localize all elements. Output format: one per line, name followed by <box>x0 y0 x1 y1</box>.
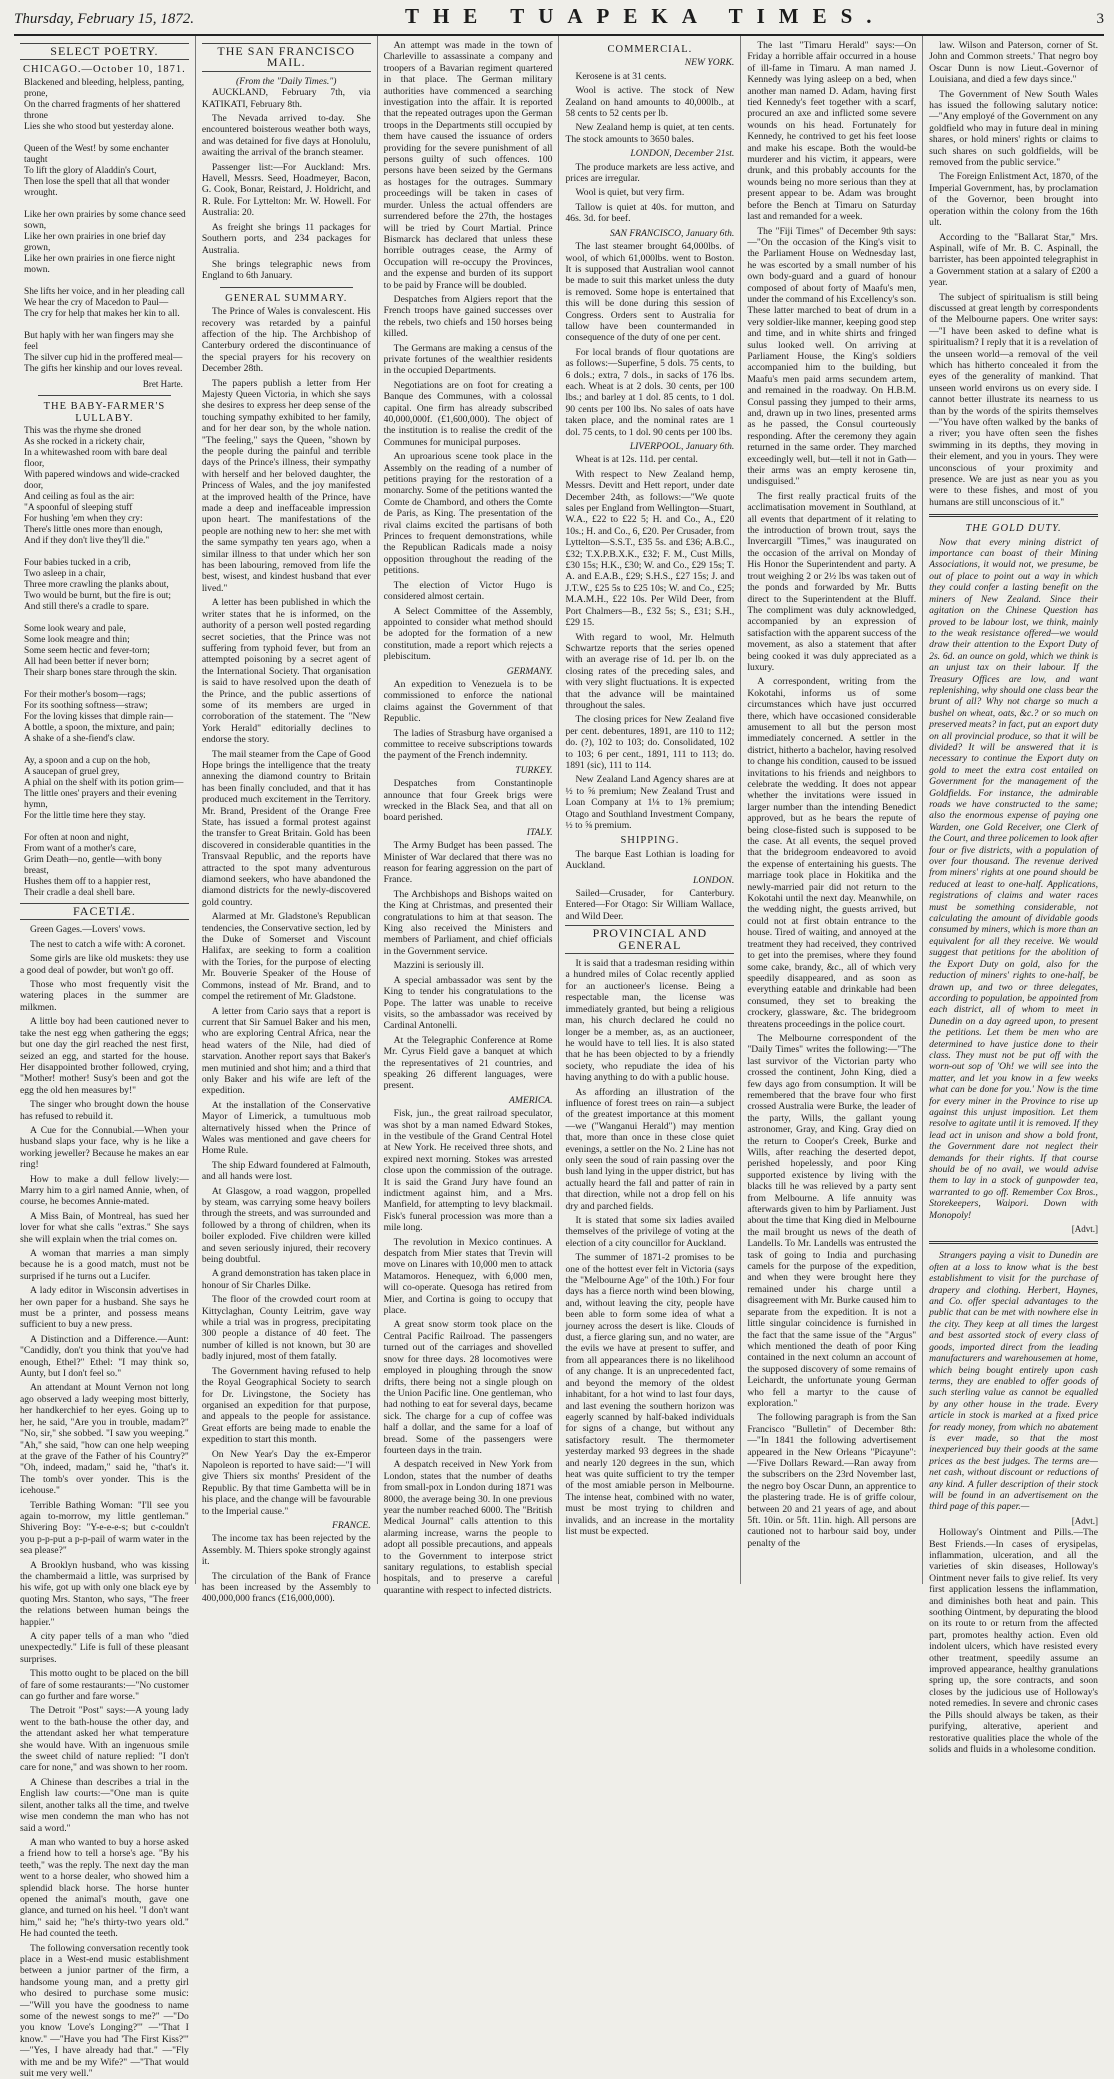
gold-duty-body <box>929 537 1098 1221</box>
paragraph: Negotiations are on foot for creating a Banque des Communes, with a colossal capital. One firm has already subscribed 40,000,000f. (£1,600,000). The object of the institution is to realise the credit of the Communes for municipal purposes. <box>383 379 553 448</box>
paragraph: A man who wanted to buy a horse asked a friend how to tell a horse's age. "By his teeth," was the reply. The next day the man went to a horse dealer, who showed him a splendid black horse. The horse hunter opened the animal's mouth, gave one glance, and turned on his heel. "I don't want him," said he; "he's thirty-two years old." He had counted the teeth. <box>20 1836 189 1940</box>
paragraph: An attendant at Mount Vernon not long ago observed a lady weeping most bitterly, her handkerchief to her eyes. Going up to her, he said, "Are you in trouble, madam?" "No, sir," she sobbed. "I saw you weeping." "Ah," she said, "how can one help weeping at the grave of the Father of his Country?" "Oh, indeed, madam," said he, "that's it. The tomb's over yonder. This is the icehouse." <box>20 1382 189 1497</box>
provincial-heading: PROVINCIAL AND GENERAL <box>565 925 734 954</box>
new-york-dateline: NEW YORK. <box>684 57 735 69</box>
paragraph: The Government of New South Wales has issued the following salutary notice:—"Any employé of the Government on any goldfield who may in future deal in mining shares, or hold miners' rights or claims to such shares on such goldfields, will be removed from the public service." <box>929 88 1098 169</box>
poem-title: THE BABY-FARMER'S LULLABY. <box>43 401 166 424</box>
page-number: 3 <box>1096 11 1104 27</box>
paragraph: A city paper tells of a man who "died unexpectedly." Life is full of these pleasant surprises. <box>20 1631 189 1665</box>
source-note: (From the "Daily Times.") <box>236 75 337 87</box>
paragraph: According to the "Ballarat Star," Mrs. Aspinall, wife of Mr. B. C. Aspinall, the barrister, has been appointed telegraphist in a Government station at a salary of £200 a year. <box>929 231 1098 289</box>
facetiae-heading: FACETIÆ. <box>20 903 189 920</box>
paragraph: The papers publish a letter from Her Majesty Queen Victoria, in which she says she desires to express her deep sense of the touching sympathy exhibited to her family, and for her dear son, by the whole nation. "The feeling," says the Queen, "shown by the people during the painful and terrible days of the Prince's illness, their sympathy with herself and her beloved daughter, the Princess of Wales, and the joy manifested at the improved health of the Prince, have made a deep and ineffaceable impression upon heart. The manifestations of the people are nothing new to her: she met with the same sympathy ten years ago, when a similar illness to that under which her son has been labouring, removed from life the best, wisest, and kindest husband that ever lived." <box>201 377 371 594</box>
strangers-advert: Strangers paying a visit to Dunedin are often at a loss to know what is the best establishment to visit for the purchase of drapery and clothing. Herbert, Haynes, and Co. offer special advantages to the public that can be met with nowhere else in the city. They keep at all times the largest and best assorted stock of every class of goods, imported direct from the leading manufacturers and warehousemen at home, which being bought entirely upon cash terms, they are enabled to offer goods of such sterling value as cannot be equalled by any other house in the trade. Every article in stock is marked at a fixed price for ready money, from which no abatement is ever made, so that the most inexperienced buy their goods at the same prices as the best judges. The terms are—net cash, without discount or reductions of any kind. A fuller description of their stock will be found in an advertisement on the third page of this paper.— <box>929 1250 1098 1513</box>
column-4 <box>559 36 741 1584</box>
paragraph: This motto ought to be placed on the bill of fare of some restaurants:—"No customer can go further and fare worse." <box>20 1668 189 1703</box>
paragraph: The Detroit "Post" says:—A young lady went to the bath-house the other day, and the attendant asked her what temperature she would have. With an ingenuous smile the sweet child of nature replied: "I don't care for none," and was shown to her room. <box>20 1705 189 1774</box>
divider <box>929 514 1098 517</box>
poem-author: Bret Harte. <box>142 378 183 389</box>
holloway-advert: Holloway's Ointment and Pills.—The Best Friends.—In cases of erysipelas, inflammation, ulceration, and all the varieties of skin diseases, Holloway's Ointment never fails to give relief. Its very first application lessens the inflammation, and diminishes both heat and pain. This soothing Ointment, by depurating the blood on its route to or return from the affected part, promotes healthy action. Even old indolent ulcers, which have resisted every other treatment, speedily assume an improved appearance, healthy granulations spring up, the sore contracts, and soon closes by the judicious use of Holloway's noted remedies. In severe and chronic cases the Pills should always be taken, as their purifying, alterative, aperient and restorative qualities place the whole of the solids and fluids in a wholesome condition. <box>929 1527 1098 1755</box>
paragraph: The summer of 1871-2 promises to be one of the hottest ever felt in Victoria (says the "Melbourne Age" of the 10th.) For four days has a fierce north wind been blowing, and, without leaving the city, people have been able to form some idea of what a journey across the desert is like. Clouds of dust, a fierce glaring sun, and no water, are the evils we have at present to suffer, and from all appearances there is no likelihood of any change. It is an unprecedented fact, and beyond the memory of the oldest inhabitant, for a hot wind to last four days, and last evening the southern horizon was eagerly scanned by half-baked individuals for signs of a change, but without any satisfactory result. The thermometer yesterday marked 93 degrees in the shade and nearly 120 degrees in the sun, which heat was quite sufficient to try the temper of the most amiable person in Melbourne. The intense heat, combined with no water, must be most trying to children and invalids, and an increase in the mortality list must be expected. <box>565 1252 735 1537</box>
advt-marker: [Advt.] <box>1071 1515 1098 1526</box>
paragraph: law. Wilson and Paterson, corner of St. John and Common streets.' That negro boy Oscar Dunn is now Lieut.-Governor of Louisiana, and died a few days since." <box>929 40 1098 86</box>
column-3 <box>378 36 560 1596</box>
divider <box>929 1241 1098 1244</box>
paragraph: New Zealand hemp is quiet, at ten cents. The stock amounts to 3650 bales. <box>565 122 735 145</box>
paragraph: Terrible Bathing Woman: "I'll see you again to-morrow, my little gentleman." Shivering Boy: "Y-e-e-e-s; but c-couldn't you p-p-put a p-p-pail of warm water in the sea please?" <box>20 1499 189 1557</box>
paragraph: With respect to New Zealand hemp, Messrs. Devitt and Hett report, under date December 24th, as follows:—"We quote sales per England from Wellington—Stuart, W.A., £22 to £22 5; H. and Co., A., £20 10s.; H. and Co., 6, £20. Per Crusader, from Lyttelton—S.S.T., £35 5s. and £36; A.B.C., £32; T.X.P.B.X.K., £32; F. M., Cust Mills, £30 15s; H.K., £30; W. and Co., £29 15s; T. A. and E.A.B., £29; S.H.S., £27 15s; J. and J.T.W., £25 5s to £25 10s; W. and Co., £25; M.A.M.H., £22 10s. Per Wild Deer, from Port Chalmers—B., £32 5s; S., £31; S.H., £29 15. <box>565 468 735 629</box>
paragraph: A Distinction and a Difference.—Aunt: "Candidly, don't you think that you've had enough, Ethel?" Ethel: "I may think so, Aunty, but I don't feel so." <box>20 1333 189 1380</box>
advt-marker: [Advt.] <box>1071 1224 1098 1235</box>
paragraph: A despatch received in New York from London, states that the number of deaths from small-pox in London during 1871 was 8000, the average being 30. In one previous year the number reached 6000. The "British Medical Journal" calls attention to this alarming increase, warns the people to adopt all possible precautions, and appeals to the Government to interpose strict sanitary regulations, to establish special hospitals, and to preserve a careful quarantine with respect to infected districts. <box>383 1459 553 1596</box>
paragraph: The subject of spiritualism is still being discussed at great length by correspondents of the Melbourne papers. One writer says:—"I have been asked to define what is spiritualism? I reply that it is a revelation of the unseen world—a removal of the veil which has hitherto concealed it from the eyes of the generality of mankind. That unseen world environs us on every side. I cannot better illustrate its nearness to us than by the words of the spirits themselves—"You have often walked by the banks of a river; you have often seen the fishes swimming in its depths, they moving in their element, and you in yours. They were unconscious of your proximity and presence. We are just as near you as you were to these fishes, and most of you humans are still unconscious of it." <box>929 291 1098 508</box>
paragraph: The barque East Lothian is loading for Auckland. <box>565 848 735 872</box>
sf-mail-body <box>202 87 371 282</box>
paragraph: The first really practical fruits of the acclimatisation movement in Southland, at all events that department of it relating to the introduction of brown trout, says the Invercargill "Times," was inaugurated on the occasion of the arrival on Monday of His Honor the Superintendent and party. A trout weighing 2 or 2½ lbs was taken out of the ponds and forwarded by Mr. Butts direct to the Superintendent at the Bluff. The compliment was duly acknowledged, accompanied by an expression of satisfaction with the apparent success of the movement, as also a statement that after being cooked it was duly appreciated as a luxury. <box>747 490 917 673</box>
paragraph: The Government having refused to help the Royal Geographical Society to search for Dr. Livingstone, the Society has organised an expedition for that purpose, and appeals to the people for assistance. Great efforts are being made to enable the expedition to start this month. <box>201 1365 371 1446</box>
sf-body <box>565 241 734 438</box>
paragraph: Passenger list:—For Auckland: Mrs. Havell, Messrs. Seed, Hoadmeyer, Bacon, G. Cook, Bonar, Reistard, J. Holdricht, and R. Rule. For Lyttelton: Mr. W. Howell. For Australia: 20. <box>201 161 371 219</box>
paragraph: A grand demonstration has taken place in honour of Sir Charles Dilke. <box>201 1268 371 1291</box>
paragraph: A Select Committee of the Assembly, appointed to consider what method should be adopted for the formation of a new constitution, made a report which rejects a plebiscitum. <box>383 605 553 663</box>
paragraph: Despatches from Algiers report that the French troops have gained successes over the rebels, two chiefs and 150 horses being killed. <box>383 293 553 340</box>
london-dateline: LONDON, December 21st. <box>630 148 735 160</box>
columns <box>14 36 1104 2079</box>
provincial-continued-2 <box>929 40 1098 508</box>
paragraph: Despatches from Constantinople announce that four Greek brigs were wrecked in the Black Sea, and that all on board perished. <box>383 778 553 824</box>
paragraph: A correspondent, writing from the Kokotahi, informs us of some circumstances which have just occurred there, which have occasioned considerable amusement to all but the person most immediately concerned. A settler in the district, hitherto a bachelor, having resolved to change his condition, caused to be issued invitations to his friends and neighbors to celebrate the wedding. It does not appear whether the invitations were issued in larger number than the intending Benedict approved, but as he bears the repute of being close-fisted such is supposed to be the case. At all events, the sequel proved that the bridegroom endeavored to avoid the expense of entertaining his guests. The marriage took place in Hokitika and the newly-married pair did not return to the Kokotahi until the next day. Meanwhile, on the wedding night, the guests arrived, but could not at first obtain entrance to the house. Tired of waiting, and annoyed at the treatment they had received, they contrived to get into the premises, where they found some cake, brandy, &c., all of which very speedily disappeared, and as soon as everything eatable and drinkable had been consumed, they set to breaking the crockery, glassware, &c. The bridegroom threatens proceedings in the police court. <box>747 676 917 1030</box>
paragraph: It is stated that some six ladies availed themselves of the privilege of voting at the election of a city councillor for Auckland. <box>565 1215 735 1249</box>
paragraph: Fisk, jun., the great railroad speculator, was shot by a man named Edward Stokes, in the vestibule of the Grand Central Hotel at New York. He received three shots, and expired next morning. Stokes was arrested close upon the commission of the outrage. It is said the Grand Jury have found an indictment against him, and a Mrs. Manfield, for attempting to levy blackmail. Fisk's funeral procession was more than a mile long. <box>383 1108 553 1234</box>
paragraph: For local brands of flour quotations are as follows:—Superfine, 5 dols. 75 cents, to 6 dols.; extra, 7 dols., in sacks of 176 lbs. each. Wheat is at 2 dols. 30 cents, per 100 lbs.; and barley at 1 dol. 85 cents, to 1 dol. 90 cents per 100 lbs. No sales of oats have taken place, and the nominal rates are 1 dol. 75 cents, to 1 dol. 90 cents per 100 lbs. <box>565 346 735 438</box>
paragraph: The Melbourne correspondent of the "Daily Times" writes the following:—"The last survivor of the Victorian party who crossed the continent, John King, died a few days ago from consumption. It will be remembered that the brave four who first crossed Australia were Burke, the leader of the party, Wills, the gallant young astronomer, Gray, and King. Gray died on the return to Cooper's Creek, Burke and Wills, after reaching the deserted depot, perished hopelessly, and poor King supported existence by living with the blacks till he was relieved by a party sent from Melbourne. A life annuity was afterwards given to him by Parliament. Just about the time that King died in Melbourne the mail brought us news of the death of Landells. To Mr. Landells was entrusted the task of going to India and purchasing camels for the purpose of the expedition, and when they were brought here they remained under his charge until a disagreement with Mr. Burke caused him to separate from the expedition. It is not a little singular coincidence is furnished in the fact that the same issue of the "Argus" which mentioned the death of poor King contained in the next column an account of the supposed discovery of some remains of Leichardt, the unfortunate young German who fell a martyr to the cause of exploration." <box>747 1032 917 1409</box>
paragraph: The Prince of Wales is convalescent. His recovery was retarded by a painful affection of the hip. The Archbishop of Canterbury ordered the discontinuance of the special prayers for his recovery on December 28th. <box>201 306 371 375</box>
france-continued <box>384 40 553 663</box>
paragraph: On New Year's Day the ex-Emperor Napoleon is reported to have said:—"I will give Thiers six months' President of the Republic. By that time Gambetta will be in his place, and the change will be favourable to the Imperial cause." <box>201 1448 371 1517</box>
paragraph: The singer who brought down the house has refused to rebuild it. <box>20 1099 189 1122</box>
paragraph: Wheat is at 12s. 11d. per cental. <box>575 454 698 466</box>
paragraph: A letter from Cario says that a report is current that Sir Samuel Baker and his men, who are exploring Central Africa, near the head waters of the Nile, had died of starvation. Another report says that Baker's men mutinied and shot him; and a third that only Baker and his wife are left of the expedition. <box>201 1005 371 1097</box>
paragraph: The Foreign Enlistment Act, 1870, of the Imperial Government, has, by proclamation of the Governor, been brought into operation within the colony from the 16th ult. <box>929 171 1098 229</box>
paragraph: It is said that a tradesman residing within a hundred miles of Colac recently applied for an auctioneer's license. Being a respectable man, the license was immediately granted, but being a religious man, his church declared he could no longer be a member, as, as an auctioneer, he would have to tell lies. It is also stated that he has been objected to by a friendly society, who repudiate the idea of his having anything to do with a public house. <box>565 958 735 1084</box>
column-6 <box>923 36 1104 1755</box>
new-york-body <box>565 71 734 145</box>
paragraph: Kerosene is at 31 cents. <box>575 70 667 82</box>
shipping-london-body <box>565 888 734 922</box>
general-summary-body <box>202 306 371 1517</box>
paragraph: The last steamer brought 64,000lbs. of wool, of which 61,000lbs. went to Boston. It is supposed that Australian wool cannot be made to suit this market unless the duty is removed. Some hope is entertained that this will be done during this session of Congress. Orders sent to Australia for tallow have been countermanded in consequence of the duty of one per cent. <box>565 241 735 344</box>
paragraph: How to make a dull fellow lively:—Marry him to a girl named Annie, when, of course, he becomes Annie-mated. <box>20 1173 189 1208</box>
paragraph: A little boy had been cautioned never to take the nest egg when gathering the eggs; but one day the girl reached the nest first, seized an egg, and started for the house. Her disappointed brother followed, crying, "Mother! mother! Susy's been and got the egg the old hen measures by!" <box>20 1016 189 1096</box>
paragraph: An expedition to Venezuela is to be commissioned to enforce the national claims against the Government of that Republic. <box>383 678 553 725</box>
sf-mail-heading: THE SAN FRANCISCO MAIL. <box>202 43 371 72</box>
paragraph: Some girls are like old muskets: they use a good deal of powder, but won't go off. <box>20 953 189 976</box>
divider <box>38 395 171 396</box>
paragraph: The Archbishops and Bishops waited on the King at Christmas, and presented their congratulations to him at that season. The King also received the Ministers and members of Parliament, and chief officials in the Government service. <box>383 888 553 957</box>
paragraph: Tallow is quiet at 40s. for mutton, and 46s. 3d. for beef. <box>565 201 735 225</box>
paragraph: AUCKLAND, February 7th, via KATIKATI, February 8th. <box>201 87 371 110</box>
liverpool-dateline: LIVERPOOL, January 6th. <box>629 441 735 452</box>
paragraph: Wool is active. The stock of New Zealand on hand amounts to 40,000lb., at 58 cents to 52 cents per lb. <box>565 85 735 120</box>
sf-dateline: SAN FRANCISCO, January 6th. <box>609 227 735 239</box>
provincial-body <box>565 958 734 1537</box>
select-poetry-heading: SELECT POETRY. <box>20 43 189 60</box>
paragraph: At Glasgow, a road waggon, propelled by steam, was carrying some heavy boilers through the streets, and was surrounded and followed by a throng of children, when its boiler exploded. Five children were killed and seven seriously injured, their recovery being doubtful. <box>201 1185 371 1266</box>
paragraph: The Nevada arrived to-day. She encountered boisterous weather both ways, and was detained for five days at Honolulu, awaiting the arrival of the branch steamer. <box>201 113 371 159</box>
paragraph: A woman that marries a man simply because he is a good match, must not be surprised if he turns out a Lucifer. <box>20 1248 189 1282</box>
paragraph: The ship Edward foundered at Falmouth, and all hands were lost. <box>201 1159 371 1183</box>
paragraph: The mail steamer from the Cape of Good Hope brings the intelligence that the treaty annexing the diamond country to Britain has been finally concluded, and that it has produced much excitement in the Territory. Mr. Brand, President of the Orange Free State, has issued a formal protest against the transfer to Great Britain. Gold has been discovered in considerable quantities in the Transvaal Republic, and the reports have attracted to the spot many adventurous diamond seekers, who have abandoned the diamond districts for the newly-discovered gold country. <box>201 748 371 908</box>
paragraph: A special ambassador was sent by the King to tender his congratulations to the Pope. The latter was unable to receive visits, so the ambassador was received by Cardinal Antonelli. <box>383 974 553 1032</box>
italy-body <box>384 840 553 1092</box>
paragraph: Those who most frequently visit the watering places in the summer are milkmen. <box>20 979 189 1013</box>
paragraph: A Cue for the Connubial.—When your husband slaps your face, why is he like a working jeweller? Because he makes an ear ring! <box>20 1124 189 1171</box>
france-heading: FRANCE. <box>332 1519 371 1531</box>
paragraph: The following paragraph is from the San Francisco "Bulletin" of December 8th:—"In 1841 the following advertisement appeared in the New Orleans "Picayune":—'Five Dollars Reward.—Ran away from the subscribers on the 23rd November last, the negro boy Oscar Dunn, an apprentice to the plastering trade. He is of griffe colour, between 20 and 21 years of age, and about 5ft. 10in. or 5ft. 11in. high. All persons are cautioned not to harbour said boy, under penalty of the <box>747 1412 917 1549</box>
column-1 <box>14 36 196 2079</box>
germany-body <box>384 679 553 762</box>
poem-text: Blackened and bleeding, helpless, panting, prone, On the charred fragments of her shattered throne Lies she who stood but yesterday alone. Queen of the West! by some enchanter taught To lift the glory of Aladdin's Court, Then lose the spell that all that wonder wrought. Like her own prairies by some chance seed sown, Like her own prairies in one brief day grown, Like her own prairies in one fierce night mown. She lifts her voice, and in her pleading call We hear the cry of Macedon to Paul— The cry for help that makes her kin to all. But haply with her wan fingers may she feel The silver cup hid in the proffered meal— The gifts her kinship and our loves reveal. <box>24 77 186 374</box>
paragraph: A letter has been published in which the writer states that he is informed, on the authority of a person well posted regarding secret societies, that the Prince was not suffering from typhoid fever, but from an attempted poisoning by a secret agent of the International Society. That organisation is said to have resolved upon the death of the Prince, and the public assertions of some of its members are urged in corroboration of the statement. The "New York Herald" editorially declines to endorse the story. <box>201 597 371 746</box>
paragraph: The "Fiji Times" of December 9th says:—"On the occasion of the King's visit to the Parliament House on Wednesday last, he was escorted by a small number of his own body-guard and a guard of honour composed of about forty of Maafu's men, under the command of his Excellency's son. These latter marched to beat of drum in a very soldier-like manner, keeping good step and time, and in white shirts and fringed sulus looked well. On arriving at Parliament House, the King's soldiers accompanied him to the building, but Maafu's men paid arms secundem artem, and remained in the roadway. On H.B.M. Consul passing they jumped to their arms, and, drawn up in two lines, presented arms as he passed, the Consul courteously responding. After the ceremony they again returned in the same order. They marched exceedingly well, but—tell it not in Gath—their arms was an empty kerosene tin, undisguised." <box>747 225 917 488</box>
turkey-heading: TURKEY. <box>515 764 553 776</box>
general-summary-heading: GENERAL SUMMARY. <box>225 292 348 304</box>
paragraph: An attempt was made in the town of Charleville to assassinate a company and troopers of a Bavarian regiment quartered in that place. The German military authorities have commenced a searching investigation into the affair. It is reported that the repeated outrages upon the German troops in the Departments still occupied by them have caused the issuance of orders providing for the severe punishment of all persons guilty of such offences. 100 persons have been seized by the Germans as hostages for the outrages. Summary proceedings will be taken in cases of murder. Unless the actual offenders are surrendered before the 27th, the hostages will be tried by Court Martial. Prince Bismarck has declared that unless these horrible outrages cease, the Army of Occupation will re-occupy the Provinces, and the expense and burden of its support to be paid by France will be doubled. <box>383 40 553 291</box>
italy-heading: ITALY. <box>526 826 553 838</box>
paragraph: Green Gages.—Lovers' vows. <box>30 924 146 936</box>
america-heading: AMERICA. <box>509 1094 553 1106</box>
paragraph: Now that every mining district of importance can boast of their Mining Associations, it would not, we presume, be out of place to point out a way in which they could confer a lasting benefit on the miners of New Zealand. Since their agitation on the Chinese Question has proved to be labour lost, we think, mainly to the weak resistance offered—we would draw their attention to the Export Duty of 2s. 6d. an ounce on gold, which we think is an unjust tax on their labour. If the Treasury Offices are low, and want replenishing, why should one class bear the brunt of all? Why not charge so much a bushel on wheat, oats, &c.? or so much on preserved meats? in fact, put an export duty on all provincial produce, so that it will be divided? It will be answered that it is necessary to continue the Export duty on gold to meet the extra cost entailed on Government for the management of the Goldfields. For instance, the admirable roads we have constructed to the same; also the enormous expense of paying one Warden, one Gold Receiver, one Clerk of the Court, and three policemen to look after four or five districts, with a population of over four thousand. The revenue derived from miners' rights at one pound should be reduced at least to one-half. Applications, registrations of claims and water races must be something considerable, not calculating the amount of dividable goods consumed by miners, which is more than an equivalent for all they receive. We would suggest that petitions for the abolition of the Export Duty on gold, also for the reduction of miners' rights to one-half, be drawn up, and two or three delegates, according to population, be appointed from each district, all of whom to meet in Dunedin on a day agreed upon, to present the petitions. Let them be men who are determined to have justice done to their class. They must not be put off with the worn-out sop of 'Oh! we will see into the matter, and let you know in a few weeks what can be done for you.' Now is the time for every miner in the Province to rise up against this unjust imposition. Let them resolve to agitate until it is removed. If they lead act in unison and show a bold front, the Government dare not neglect their demands for their rights. If that course should be of no avail, we would advise them to lay in a stock of gunpowder tea, warranted to go off. Remember Cox Bros., Storekeepers, Waipori. Down with Monopoly! <box>929 536 1098 1221</box>
paragraph: The closing prices for New Zealand five per cent. debentures, 1891, are 110 to 112; do. (?), 102 to 103; do. Consolidated, 102 to 103; 6 per cent., 1891, 111 to 113; do. 1891 (sic), 111 to 114. <box>565 714 735 771</box>
london-body <box>565 162 734 225</box>
liverpool-body <box>565 454 734 831</box>
paragraph: As affording an illustration of the influence of forest trees on rain—a subject of the greatest importance at this moment—we ("Wanganui Herald") may mention that, more than once in these close quiet evenings, a settler on the No. 2 Line has not only seen the soud of rain passing over the bush land lying in the upper district, but has actually heard the fall and patter of rain in that direction, while not a drop fell on his dry and parched fields. <box>565 1086 735 1212</box>
newspaper-title: THE TUAPEKA TIMES. <box>404 4 886 28</box>
column-2 <box>196 36 378 1605</box>
paragraph: An uproarious scene took place in the Assembly on the reading of a number of petitions praying for the restoration of a monarchy. Some of the petitions wanted the Comte de Chambord, and others the Comte de Paris, as King. The presentation of the rival claims excited the partisans of both Princes to frequent demonstrations, while the Republican Radicals made a noisy opposition throughout the reading of the petitions. <box>383 451 553 577</box>
paragraph: Wool is quiet, but very firm. <box>575 187 685 199</box>
provincial-continued <box>747 40 916 1549</box>
paragraph: The income tax has been rejected by the Assembly. M. Thiers spoke strongly against it. <box>201 1533 371 1568</box>
commercial-heading: COMMERCIAL. <box>607 44 693 55</box>
masthead <box>14 4 1104 36</box>
paragraph: At the installation of the Conservative Mayor of Limerick, a tumultuous mob alternatively hissed when the Prince of Wales was mentioned and gave cheers for Home Rule. <box>201 1099 371 1157</box>
gold-duty-heading: THE GOLD DUTY. <box>965 523 1062 535</box>
issue-date: Thursday, February 15, 1872. <box>14 11 194 27</box>
shipping-body <box>565 849 734 872</box>
paragraph: The nest to catch a wife with: A coronet. <box>30 938 186 950</box>
paragraph: The following conversation recently took place in a West-end music establishment between a junior partner of the firm, a handsome young man, and a pretty girl who desired to purchase some music:—"Will you have the goodness to name some of the newest songs to me?" —"Do you know 'Love's Longing?'" —"That I know." —"Have you had 'The First Kiss?'" —"Yes, I have already had that." —"Fly with me and be my Wife?" —"That would suit me very well." <box>20 1942 189 2079</box>
shipping-heading: SHIPPING. <box>620 835 680 847</box>
paragraph: A Brooklyn husband, who was kissing the chambermaid a little, was surprised by his wife, got up with only one black eye by quoting Mrs. Stanton, who says, "The freer the relations between human beings the happier." <box>20 1559 189 1628</box>
paragraph: The last "Timaru Herald" says:—On Friday a horrible affair occurred in a house of ill-fame in Timaru. A man named J. Kennedy was lying asleep on a bed, when another man named D. Adam, having first tied Kennedy's feet together with a scarf, procured an axe and inflicted some severe wounds on his head. Fortunately for Kennedy, he contrived to get his feet loose and make his escape. Both the would-be murderer and his victim, it appears, were drunk, and this probably accounts for the wounds being no more serious than they at present appear to be. Adam was brought before the Bench at Timaru on Saturday last and remanded for a week. <box>747 40 917 223</box>
paragraph: She brings telegraphic news from England to 6th January. <box>201 258 371 282</box>
divider <box>220 287 353 288</box>
paragraph: A lady editor in Wisconsin advertises in her own paper for a husband. She says he must be a printer, and possess means sufficient to buy a new press. <box>20 1285 189 1331</box>
paragraph: At the Telegraphic Conference at Rome Mr. Cyrus Field gave a banquet at which the representatives of 21 countries, and speaking 26 different languages, were present. <box>383 1034 553 1092</box>
paragraph: The ladies of Strasburg have organised a committee to receive subscriptions towards the payment of the French indemnity. <box>383 727 553 762</box>
germany-heading: GERMANY. <box>506 665 553 677</box>
paragraph: The produce markets are less active, and prices are irregular. <box>565 161 735 185</box>
paragraph: Alarmed at Mr. Gladstone's Republican tendencies, the Conservative section, led by the Duke of Somerset and Viscount Halifax, are seeking to form a coalition with the Tories, for the purpose of electing Mr. Bouverie Speaker of the House of Commons, instead of Mr. Brand, and to compel the retirement of Mr. Gladstone. <box>201 911 371 1003</box>
paragraph: The circulation of the Bank of France has been increased by the Assembly to 400,000,000 francs (£16,000,000). <box>201 1570 371 1605</box>
paragraph: New Zealand Land Agency shares are at ½ to ⅝ premium; New Zealand Trust and Loan Company at 1⅛ to 1⅜ premium; Otago and Southland Investment Company, ½ to ⅝ premium. <box>565 774 735 831</box>
paragraph: A Miss Bain, of Montreal, has sued her lover for what she calls "extras." She says she will explain when the trial comes on. <box>20 1210 189 1245</box>
america-body <box>384 1108 553 1596</box>
paragraph: Mazzini is seriously ill. <box>393 960 484 972</box>
facetiae-list <box>20 924 189 2079</box>
paragraph: The Army Budget has been passed. The Minister of War declared that there was no reason for fearing aggression on the part of France. <box>383 840 553 886</box>
paragraph: The floor of the crowded court room at Kittyclaghan, County Leitrim, gave way while a trial was in progress, precipitating 300 people a distance of 40 feet. The number of killed is not known, but 30 are badly injured, most of them fatally. <box>201 1294 371 1363</box>
poem-text: This was the rhyme she droned As she rocked in a rickety chair, In a whitewashed room with bare deal floor, With papered windows and wide-cracked door, And ceiling as foul as the air: "A spoonful of sleeping stuff For hushing 'em when they cry: There's little ones more than enough, And if they don't live they'll die." Four babies tucked in a crib, Two asleep in a chair, Three more crawling the planks about, Two would be burnt, but the fire is out; And still there's a cradle to spare. Some look weary and pale, Some look meagre and thin; Some seem hectic and fever-torn; All had been better if never born; Their sharp bones stare through the skin. For their mother's bosom—rags; For its soothing softness—straw; For the loving kisses that dimple rain— A bottle, a spoon, the mixture, and pain; A shake of a she-fiend's claw. Ay, a spoon and a cup on the hob, A saucepan of gruel grey, A phial on the shelf with its potion grim— The little ones' prayers and their evening hymn, For the little time here they stay. For often at noon and night, From want of a mother's care, Grim Death—no, gentle—with bony breast, Hushes them off to a happier rest, Their cradle a deal shell bare. <box>24 426 184 899</box>
paragraph: With regard to wool, Mr. Helmuth Schwartze reports that the series opened with an average rise of 1d. per lb. on the closing rates of the preceding sales, and with very slight fluctuations. It is expected that the advance will be maintained throughout the sales. <box>565 631 735 711</box>
paragraph: As freight she brings 11 packages for Southern ports, and 234 packages for Australia. <box>201 221 371 256</box>
paragraph: The election of Victor Hugo is considered almost certain. <box>383 579 553 603</box>
france-body <box>202 1533 371 1604</box>
poem-title: CHICAGO.—October 10, 1871. <box>23 64 186 76</box>
column-5 <box>741 36 923 1584</box>
shipping-london-dateline: LONDON. <box>692 874 735 886</box>
turkey-body <box>384 778 553 824</box>
paragraph: A Chinese than describes a trial in the English law courts:—"One man is quite silent, another talks all the time, and twelve wise men condemn the man who has not said a word." <box>20 1776 189 1834</box>
paragraph: The Germans are making a census of the private fortunes of the wealthier residents in the occupied Departments. <box>383 342 553 377</box>
paragraph: A great snow storm took place on the Central Pacific Railroad. The passengers turned out of the carriages and shovelled snow for three days. 28 locomotives were employed in ploughing through the snow drifts, there being not a single plough on the Union Pacific line. One gentleman, who had nothing to eat for several days, became sick. The charge for a cup of coffee was half a dollar, and the same for a loaf of bread. Some of the passengers were fourteen days in the train. <box>383 1319 553 1456</box>
paragraph: The revolution in Mexico continues. A despatch from Mier states that Trevin will move on Linares with 10,000 men to attack Matamoros. Henequez, with 6,000 men, will co-operate. Quesoga has retired from Mier, and Cortina is going to occupy that place. <box>383 1236 553 1317</box>
paragraph: Sailed—Crusader, for Canterbury. Entered—For Otago: Sir William Wallace, and Wild Deer. <box>565 888 735 922</box>
